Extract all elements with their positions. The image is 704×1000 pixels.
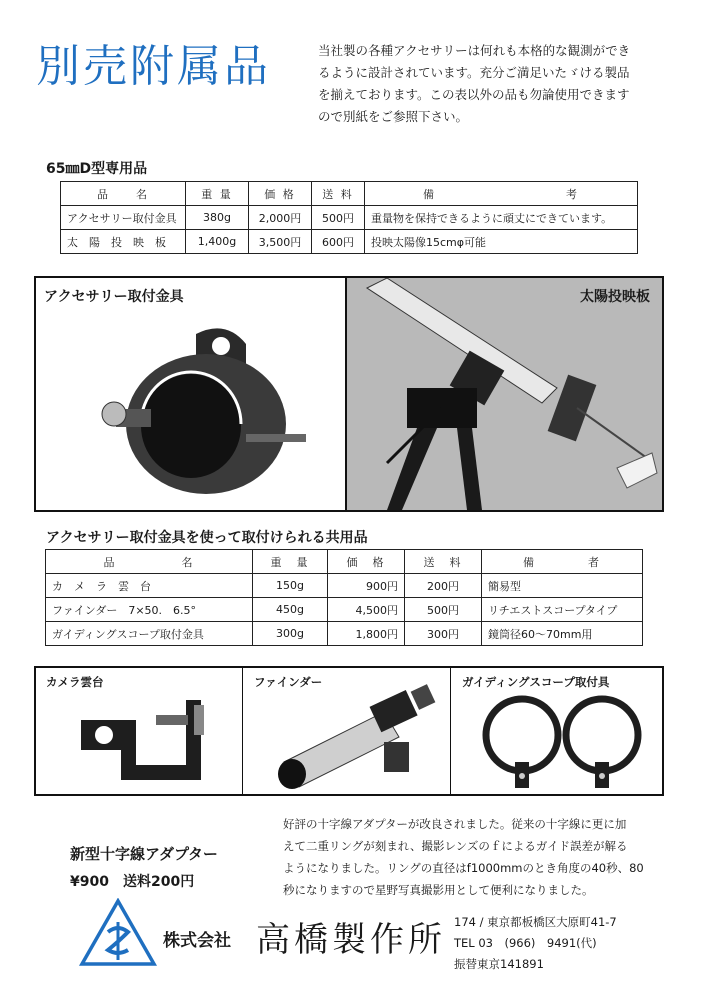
camera-mount-label: カメラ雲台 [46,675,104,689]
cell-name: ガイディングスコープ取付金具 [46,622,253,646]
intro-line: るように設計されています。充分ご満足いたゞける製品 [318,65,630,80]
cell-note: リチエストスコープタイプ [482,598,643,622]
cell-shipping: 300円 [405,622,482,646]
cell-price: 1,800円 [328,622,405,646]
company-address [454,912,617,975]
header-note: 備 者 [482,550,643,574]
camera-mount-cell [36,668,243,794]
table-row [46,598,643,622]
photo-solar-projection [347,278,662,510]
adapter-price: ¥900 送料200円 [70,874,195,890]
intro-line: を揃えております。この表以外の品も勿論使用できます [318,87,630,102]
header-price: 価 格 [328,550,405,574]
company-name: 高橋製作所 [256,920,446,960]
section-title-65mm: 65㎜D型専用品 [46,161,148,177]
header-weight: 重 量 [186,182,249,206]
address-line: 174 / 東京都板橋区大原町41-7 [454,915,617,929]
intro-line: ので別紙をご参照下さい。 [318,109,469,124]
cell-note: 鏡筒径60～70mm用 [482,622,643,646]
header-name: 品 名 [46,550,253,574]
cell-name: 太 陽 投 映 板 [61,230,186,254]
photo-panel [34,276,664,512]
adapter-desc-line: 秒になりますので星野写真撮影用として便利になりました。 [283,883,594,897]
header-shipping: 送 料 [312,182,365,206]
adapter-desc-line: ようになりました。リングの直径はf1000mmのとき角度の40秒、80 [283,861,644,875]
table-row [46,622,643,646]
cell-shipping: 500円 [312,206,365,230]
address-line: 振替東京141891 [454,957,544,971]
address-line: TEL 03 (966) 9491(代) [454,936,597,950]
takahashi-ts-logo-icon [78,898,158,968]
cell-weight: 380g [186,206,249,230]
cell-price: 900円 [328,574,405,598]
cell-shipping: 200円 [405,574,482,598]
cell-note: 簡易型 [482,574,643,598]
section-title-shared: アクセサリー取付金具を使って取付けられる共用品 [46,530,368,546]
intro-text [318,40,678,128]
table-row [61,230,638,254]
cell-shipping: 500円 [405,598,482,622]
cell-note: 重量物を保持できるように頑丈にできています。 [365,206,638,230]
cell-price: 3,500円 [249,230,312,254]
photo-accessory-mount [36,278,347,510]
header-name: 品 名 [61,182,186,206]
guide-mount-label: ガイディングスコープ取付具 [462,675,610,689]
guide-mount-cell [452,668,662,794]
header-price: 価 格 [249,182,312,206]
finder-cell [244,668,451,794]
table-header-row [61,182,638,206]
cell-name: カ メ ラ 雲 台 [46,574,253,598]
telescope-solar-image [347,278,662,510]
table-header-row [46,550,643,574]
header-shipping: 送 料 [405,550,482,574]
page-title: 別売附属品 [36,41,271,92]
cell-name: アクセサリー取付金具 [61,206,186,230]
photo-label-mount: アクセサリー取付金具 [44,289,184,305]
adapter-title: 新型十字線アダプター [70,845,218,863]
cell-shipping: 600円 [312,230,365,254]
header-note: 備 考 [365,182,638,206]
camera-mount-image [76,690,226,790]
cell-weight: 450g [253,598,328,622]
table-row [61,206,638,230]
corp-type: 株式会社 [163,931,231,951]
intro-line: 当社製の各種アクセサリーは何れも本格的な観測ができ [318,43,631,58]
table-row [46,574,643,598]
adapter-desc-line: 好評の十字線アダプターが改良されました。従来の十字線に更に加 [283,817,627,831]
cell-name: ファインダー 7×50. 6.5° [46,598,253,622]
cell-weight: 300g [253,622,328,646]
finder-label: ファインダー [254,675,323,689]
cell-note: 投映太陽像15cmφ可能 [365,230,638,254]
adapter-desc-line: えて二重リングが刻まれ、撮影レンズのｆによるガイド誤差が解る [283,839,628,853]
table-65mm-accessories [60,181,638,254]
cell-price: 2,000円 [249,206,312,230]
table-shared-accessories [45,549,643,646]
cell-weight: 150g [253,574,328,598]
cell-price: 4,500円 [328,598,405,622]
adapter-description [283,813,673,901]
cell-weight: 1,400g [186,230,249,254]
guide-mount-image [477,690,647,790]
accessory-photo-row [34,666,664,796]
header-weight: 重 量 [253,550,328,574]
accessory-mount-image [96,314,326,504]
finder-image [264,682,444,792]
photo-label-solar: 太陽投映板 [580,289,650,305]
